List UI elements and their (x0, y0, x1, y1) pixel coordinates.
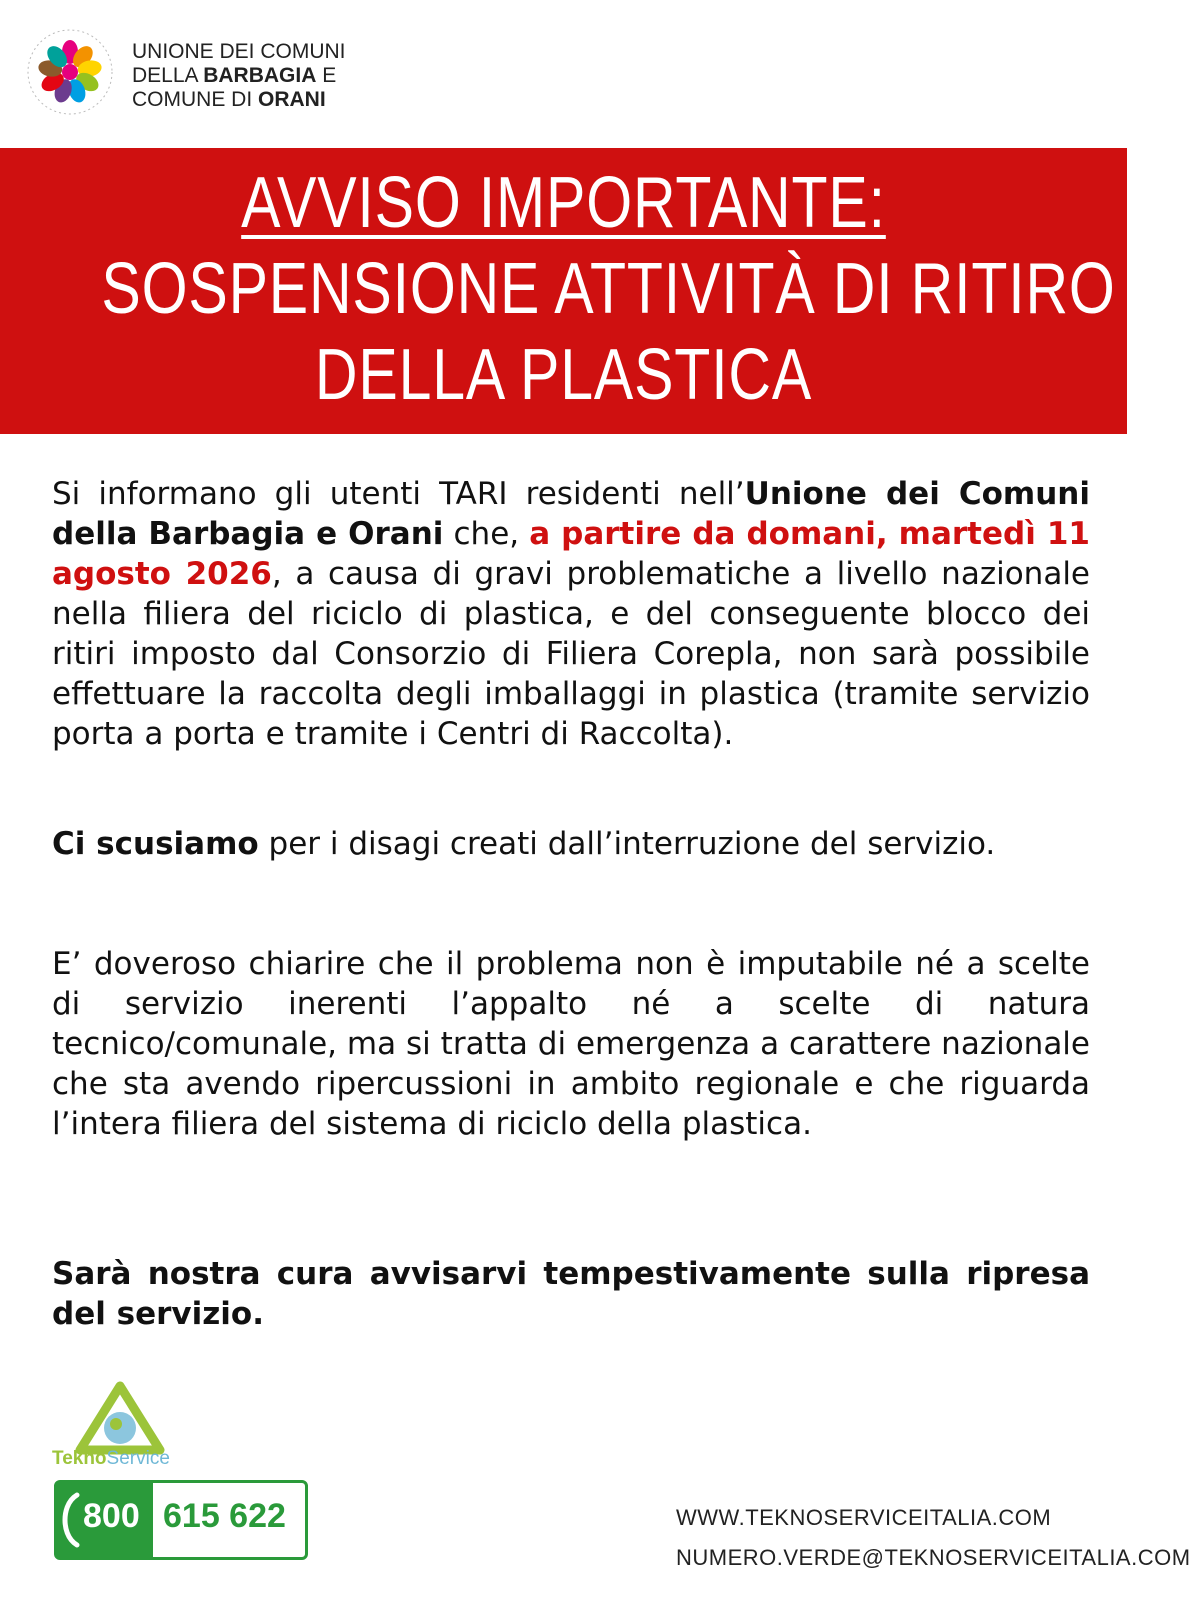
tekno-service-logo: TeknoService (52, 1448, 170, 1469)
phone-icon (61, 1493, 83, 1547)
paragraph-clarification: E’ doveroso chiarire che il problema non è imputabile né a scelte di servizio inerenti l’appalto né a scelte di natura tecnico/comunale, ma si tratta di emergenza a carattere nazionale che sta avendo ripercussioni in ambito regionale e che riguarda l’intera filiera del sistema di riciclo della plastica. (52, 946, 1090, 1142)
toll-free-number[interactable] (54, 1480, 308, 1560)
org-name-line1: UNIONE DEI COMUNI (132, 40, 346, 63)
phone-prefix: 800 (83, 1497, 140, 1535)
banner-subtitle-line1: SOSPENSIONE ATTIVITÀ DI RITIRO (101, 249, 1116, 329)
header (20, 22, 540, 132)
org-name-line2: DELLA BARBAGIA E (132, 64, 337, 87)
paragraph-notice: Si informano gli utenti TARI residenti nell’Unione dei Comuni della Barbagia e Orani che, a partire da domani, martedì 11 agosto 2026, a causa di gravi problematiche a livello nazionale nella filiera del riciclo di plastica, e del conseguente blocco dei ritiri imposto dal Consorzio di Filiera Corepla, non sarà possibile effettuare la raccolta degli imballaggi in plastica (tramite servizio porta a porta e tramite i Centri di Raccolta). (52, 476, 1091, 752)
banner-title: AVVISO IMPORTANTE: (241, 163, 886, 243)
org-name (132, 40, 346, 112)
website-link[interactable]: WWW.TEKNOSERVICEITALIA.COM (676, 1505, 1052, 1530)
phone-number: 615 622 (163, 1497, 286, 1535)
email-link[interactable]: NUMERO.VERDE@TEKNOSERVICEITALIA.COM (676, 1545, 1191, 1570)
notice-banner (0, 148, 1127, 434)
start-date-highlight: a partire da domani, martedì 11 agosto 2026 (52, 516, 1091, 592)
paragraph-closing: Sarà nostra cura avvisarvi tempestivamente sulla ripresa del servizio. (52, 1256, 1090, 1332)
org-name-line3: COMUNE DI ORANI (132, 88, 326, 111)
banner-subtitle-line2: DELLA PLASTICA (314, 335, 813, 415)
union-logo-icon (20, 22, 120, 122)
contacts (676, 1498, 1191, 1578)
paragraph-apology: Ci scusiamo per i disagi creati dall’interruzione del servizio. (52, 826, 996, 862)
